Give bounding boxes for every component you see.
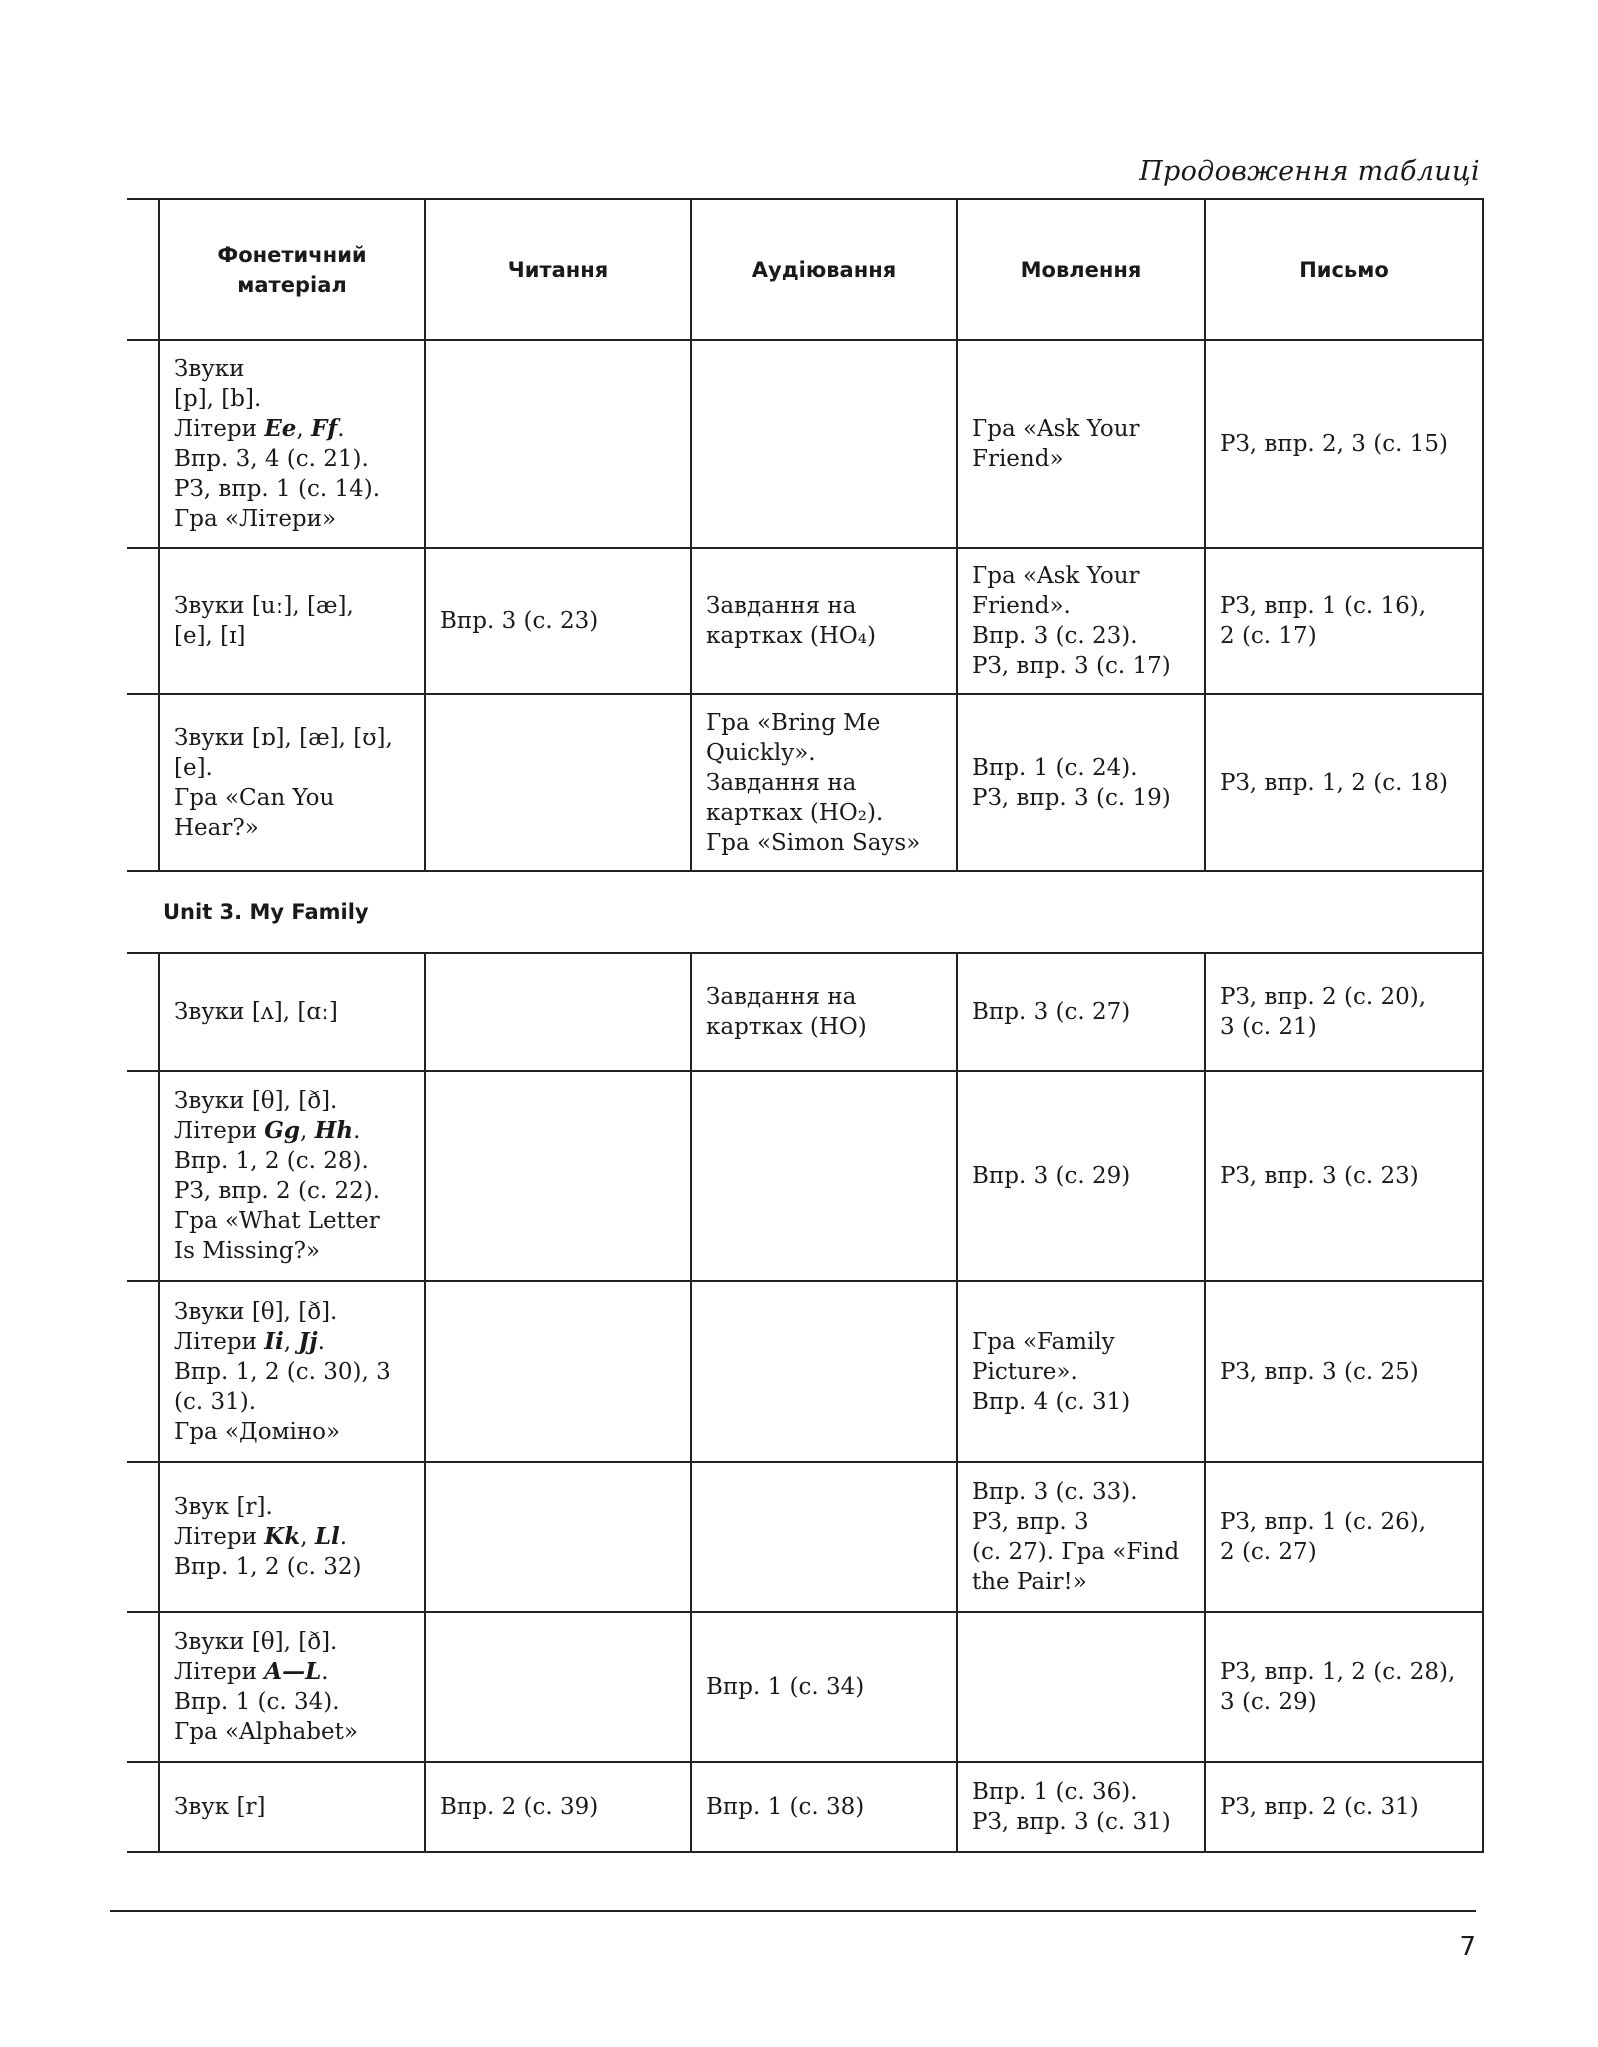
row-marker-cell: [127, 1762, 159, 1852]
row-marker-cell: [127, 1281, 159, 1462]
cell-line: РЗ, впр. 2 (с. 20),: [1220, 984, 1427, 1010]
header-listening: Аудіювання: [691, 199, 957, 340]
row-marker-cell: [127, 340, 159, 548]
cell-reading: [425, 1612, 691, 1762]
table-row: [127, 340, 1483, 548]
cell-line: картках (НО): [706, 1014, 867, 1040]
cell-line: Впр. 2 (с. 39): [440, 1794, 599, 1820]
header-phonetic-line-1: Фонетичний: [217, 242, 367, 267]
cell-line: Гра «Can You: [174, 784, 335, 811]
cell-line: картках (НО₄): [706, 623, 876, 649]
cell-listening: [691, 1281, 957, 1462]
cell-line: Впр. 1, 2 (с. 30), 3: [174, 1358, 391, 1385]
cell-line: Впр. 3, 4 (с. 21).: [174, 446, 369, 472]
cell-line: Звуки [θ], [ð].: [174, 1629, 338, 1655]
cell-speaking: [957, 1762, 1205, 1852]
row-marker-cell: [127, 1071, 159, 1281]
cell-line: Завдання на: [706, 984, 857, 1010]
cell-listening: [691, 1612, 957, 1762]
cell-writing: [1205, 1612, 1483, 1762]
cell-reading: [425, 340, 691, 548]
cell-line: Завдання на: [706, 769, 857, 796]
cell-phonetic: [159, 1071, 425, 1281]
table-row: [127, 953, 1483, 1071]
cell-writing: [1205, 340, 1483, 548]
cell-line: РЗ, впр. 1, 2 (с. 28),: [1220, 1659, 1456, 1685]
cell-speaking: [957, 340, 1205, 548]
cell-line: Hear?»: [174, 814, 259, 841]
cell-line: Гра «Family: [972, 1328, 1115, 1355]
cell-reading: [425, 1762, 691, 1852]
cell-speaking: [957, 953, 1205, 1071]
cell-line: картках (НО₂).: [706, 799, 884, 826]
cell-line: Впр. 3 (с. 23).: [972, 623, 1138, 649]
cell-line: Гра «Alphabet»: [174, 1719, 358, 1745]
row-marker-cell: [127, 694, 159, 871]
cell-line: Гра «What Letter: [174, 1208, 380, 1234]
cell-speaking: [957, 1281, 1205, 1462]
cell-reading: [425, 1071, 691, 1281]
header-reading: Читання: [425, 199, 691, 340]
header-row: [127, 199, 1483, 340]
table-continuation-caption: Продовження таблиці: [1139, 156, 1480, 187]
cell-line: (с. 31).: [174, 1388, 257, 1415]
cell-listening: [691, 340, 957, 548]
cell-line: Впр. 3 (с. 33).: [972, 1479, 1138, 1505]
cell-reading: [425, 1462, 691, 1612]
row-marker-cell: [127, 1462, 159, 1612]
cell-reading: [425, 1281, 691, 1462]
cell-phonetic: [159, 694, 425, 871]
cell-line: Впр. 1 (с. 34): [706, 1674, 865, 1700]
cell-line: РЗ, впр. 3 (с. 25): [1220, 1358, 1419, 1385]
cell-listening: [691, 694, 957, 871]
page-number: 7: [1459, 1932, 1476, 1962]
cell-line: Звуки [θ], [ð].: [174, 1298, 338, 1325]
cell-line: Звук [r].: [174, 1494, 273, 1520]
cell-line: 3 (с. 21): [1220, 1014, 1317, 1040]
cell-line: Впр. 4 (с. 31): [972, 1388, 1131, 1415]
cell-line: РЗ, впр. 3 (с. 31): [972, 1809, 1171, 1835]
cell-reading: [425, 953, 691, 1071]
cell-line: Впр. 3 (с. 27): [972, 999, 1131, 1025]
row-marker-cell: [127, 548, 159, 694]
footer-rule: [110, 1910, 1476, 1912]
cell-listening: [691, 548, 957, 694]
cell-speaking: [957, 694, 1205, 871]
cell-line: Впр. 3 (с. 29): [972, 1163, 1131, 1189]
table-row: [127, 1281, 1483, 1462]
cell-line: Впр. 3 (с. 23): [440, 608, 599, 634]
cell-line: Quickly».: [706, 739, 816, 766]
cell-line: Впр. 1 (с. 38): [706, 1794, 865, 1820]
cell-writing: [1205, 548, 1483, 694]
unit-heading-row: [127, 871, 1483, 953]
header-speaking: Мовлення: [957, 199, 1205, 340]
cell-line: РЗ, впр. 2, 3 (с. 15): [1220, 431, 1448, 457]
cell-line: Friend»: [972, 446, 1064, 472]
cell-writing: [1205, 1462, 1483, 1612]
cell-line: РЗ, впр. 1 (с. 26),: [1220, 1509, 1427, 1535]
cell-writing: [1205, 1071, 1483, 1281]
cell-line: Впр. 1 (с. 24).: [972, 754, 1138, 781]
cell-line: Звуки [θ], [ð].: [174, 1088, 338, 1114]
cell-line: РЗ, впр. 1 (с. 16),: [1220, 593, 1427, 619]
cell-line: Літери Ee, Ff.: [174, 415, 345, 442]
cell-line: Літери Ii, Jj.: [174, 1327, 325, 1355]
cell-line: Літери A—L.: [174, 1658, 329, 1685]
cell-phonetic: [159, 340, 425, 548]
header-phonetic-line-2: матеріал: [237, 272, 347, 297]
cell-line: РЗ, впр. 3 (с. 23): [1220, 1163, 1419, 1189]
cell-line: РЗ, впр. 1 (с. 14).: [174, 476, 381, 502]
cell-writing: [1205, 694, 1483, 871]
cell-line: Впр. 1 (с. 34).: [174, 1689, 340, 1715]
table-row: [127, 1762, 1483, 1852]
cell-line: Звуки [uː], [æ],: [174, 593, 354, 619]
cell-line: РЗ, впр. 3: [972, 1509, 1089, 1535]
cell-line: РЗ, впр. 3 (с. 17): [972, 653, 1171, 679]
cell-phonetic: [159, 1612, 425, 1762]
cell-listening: [691, 1462, 957, 1612]
cell-phonetic: [159, 953, 425, 1071]
cell-line: 2 (с. 27): [1220, 1539, 1317, 1565]
cell-line: 2 (с. 17): [1220, 623, 1317, 649]
cell-phonetic: [159, 1762, 425, 1852]
cell-phonetic: [159, 1462, 425, 1612]
cell-line: Is Missing?»: [174, 1238, 321, 1264]
cell-line: (с. 27). Гра «Find: [972, 1539, 1180, 1565]
cell-line: Звуки: [174, 356, 245, 382]
table-row: [127, 1071, 1483, 1281]
row-marker-cell: [127, 1612, 159, 1762]
cell-line: РЗ, впр. 3 (с. 19): [972, 784, 1171, 811]
cell-speaking: [957, 548, 1205, 694]
cell-line: Гра «Ask Your: [972, 416, 1140, 442]
cell-line: Завдання на: [706, 593, 857, 619]
cell-line: [e], [ɪ]: [174, 623, 246, 649]
cell-line: Звуки [ɒ], [æ], [ʊ],: [174, 724, 393, 751]
cell-writing: [1205, 953, 1483, 1071]
cell-line: Літери Gg, Hh.: [174, 1117, 361, 1144]
cell-line: Picture».: [972, 1358, 1078, 1385]
cell-line: Гра «Bring Me: [706, 709, 881, 736]
cell-line: Впр. 1, 2 (с. 28).: [174, 1148, 369, 1174]
cell-line: Впр. 1, 2 (с. 32): [174, 1554, 362, 1580]
cell-writing: [1205, 1762, 1483, 1852]
unit-title: Unit 3. My Family: [127, 871, 1483, 953]
cell-reading: [425, 694, 691, 871]
cell-line: 3 (с. 29): [1220, 1689, 1317, 1715]
cell-reading: [425, 548, 691, 694]
cell-line: Гра «Ask Your: [972, 563, 1140, 589]
cell-line: [e].: [174, 754, 213, 781]
cell-speaking: [957, 1612, 1205, 1762]
cell-line: Гра «Літери»: [174, 506, 337, 532]
cell-speaking: [957, 1462, 1205, 1612]
cell-phonetic: [159, 1281, 425, 1462]
table-row: [127, 548, 1483, 694]
cell-line: РЗ, впр. 2 (с. 22).: [174, 1178, 381, 1204]
cell-line: Звук [r]: [174, 1794, 266, 1820]
header-phonetic: [159, 199, 425, 340]
cell-listening: [691, 953, 957, 1071]
cell-line: РЗ, впр. 1, 2 (с. 18): [1220, 769, 1448, 796]
cell-listening: [691, 1762, 957, 1852]
cell-line: Гра «Simon Says»: [706, 829, 921, 856]
cell-line: Гра «Доміно»: [174, 1418, 341, 1445]
cell-phonetic: [159, 548, 425, 694]
cell-line: Впр. 1 (с. 36).: [972, 1779, 1138, 1805]
table-row: [127, 694, 1483, 871]
cell-speaking: [957, 1071, 1205, 1281]
cell-line: Friend».: [972, 593, 1071, 619]
cell-line: the Pair!»: [972, 1569, 1087, 1595]
cell-writing: [1205, 1281, 1483, 1462]
cell-line: Літери Kk, Ll.: [174, 1523, 348, 1550]
row-marker-cell: [127, 953, 159, 1071]
table-row: [127, 1462, 1483, 1612]
cell-line: Звуки [ʌ], [ɑː]: [174, 999, 338, 1025]
row-marker-cell: [127, 199, 159, 340]
cell-line: РЗ, впр. 2 (с. 31): [1220, 1794, 1419, 1820]
header-writing: Письмо: [1205, 199, 1483, 340]
table-row: [127, 1612, 1483, 1762]
lesson-plan-table: [127, 198, 1484, 1853]
cell-listening: [691, 1071, 957, 1281]
cell-line: [p], [b].: [174, 386, 262, 412]
